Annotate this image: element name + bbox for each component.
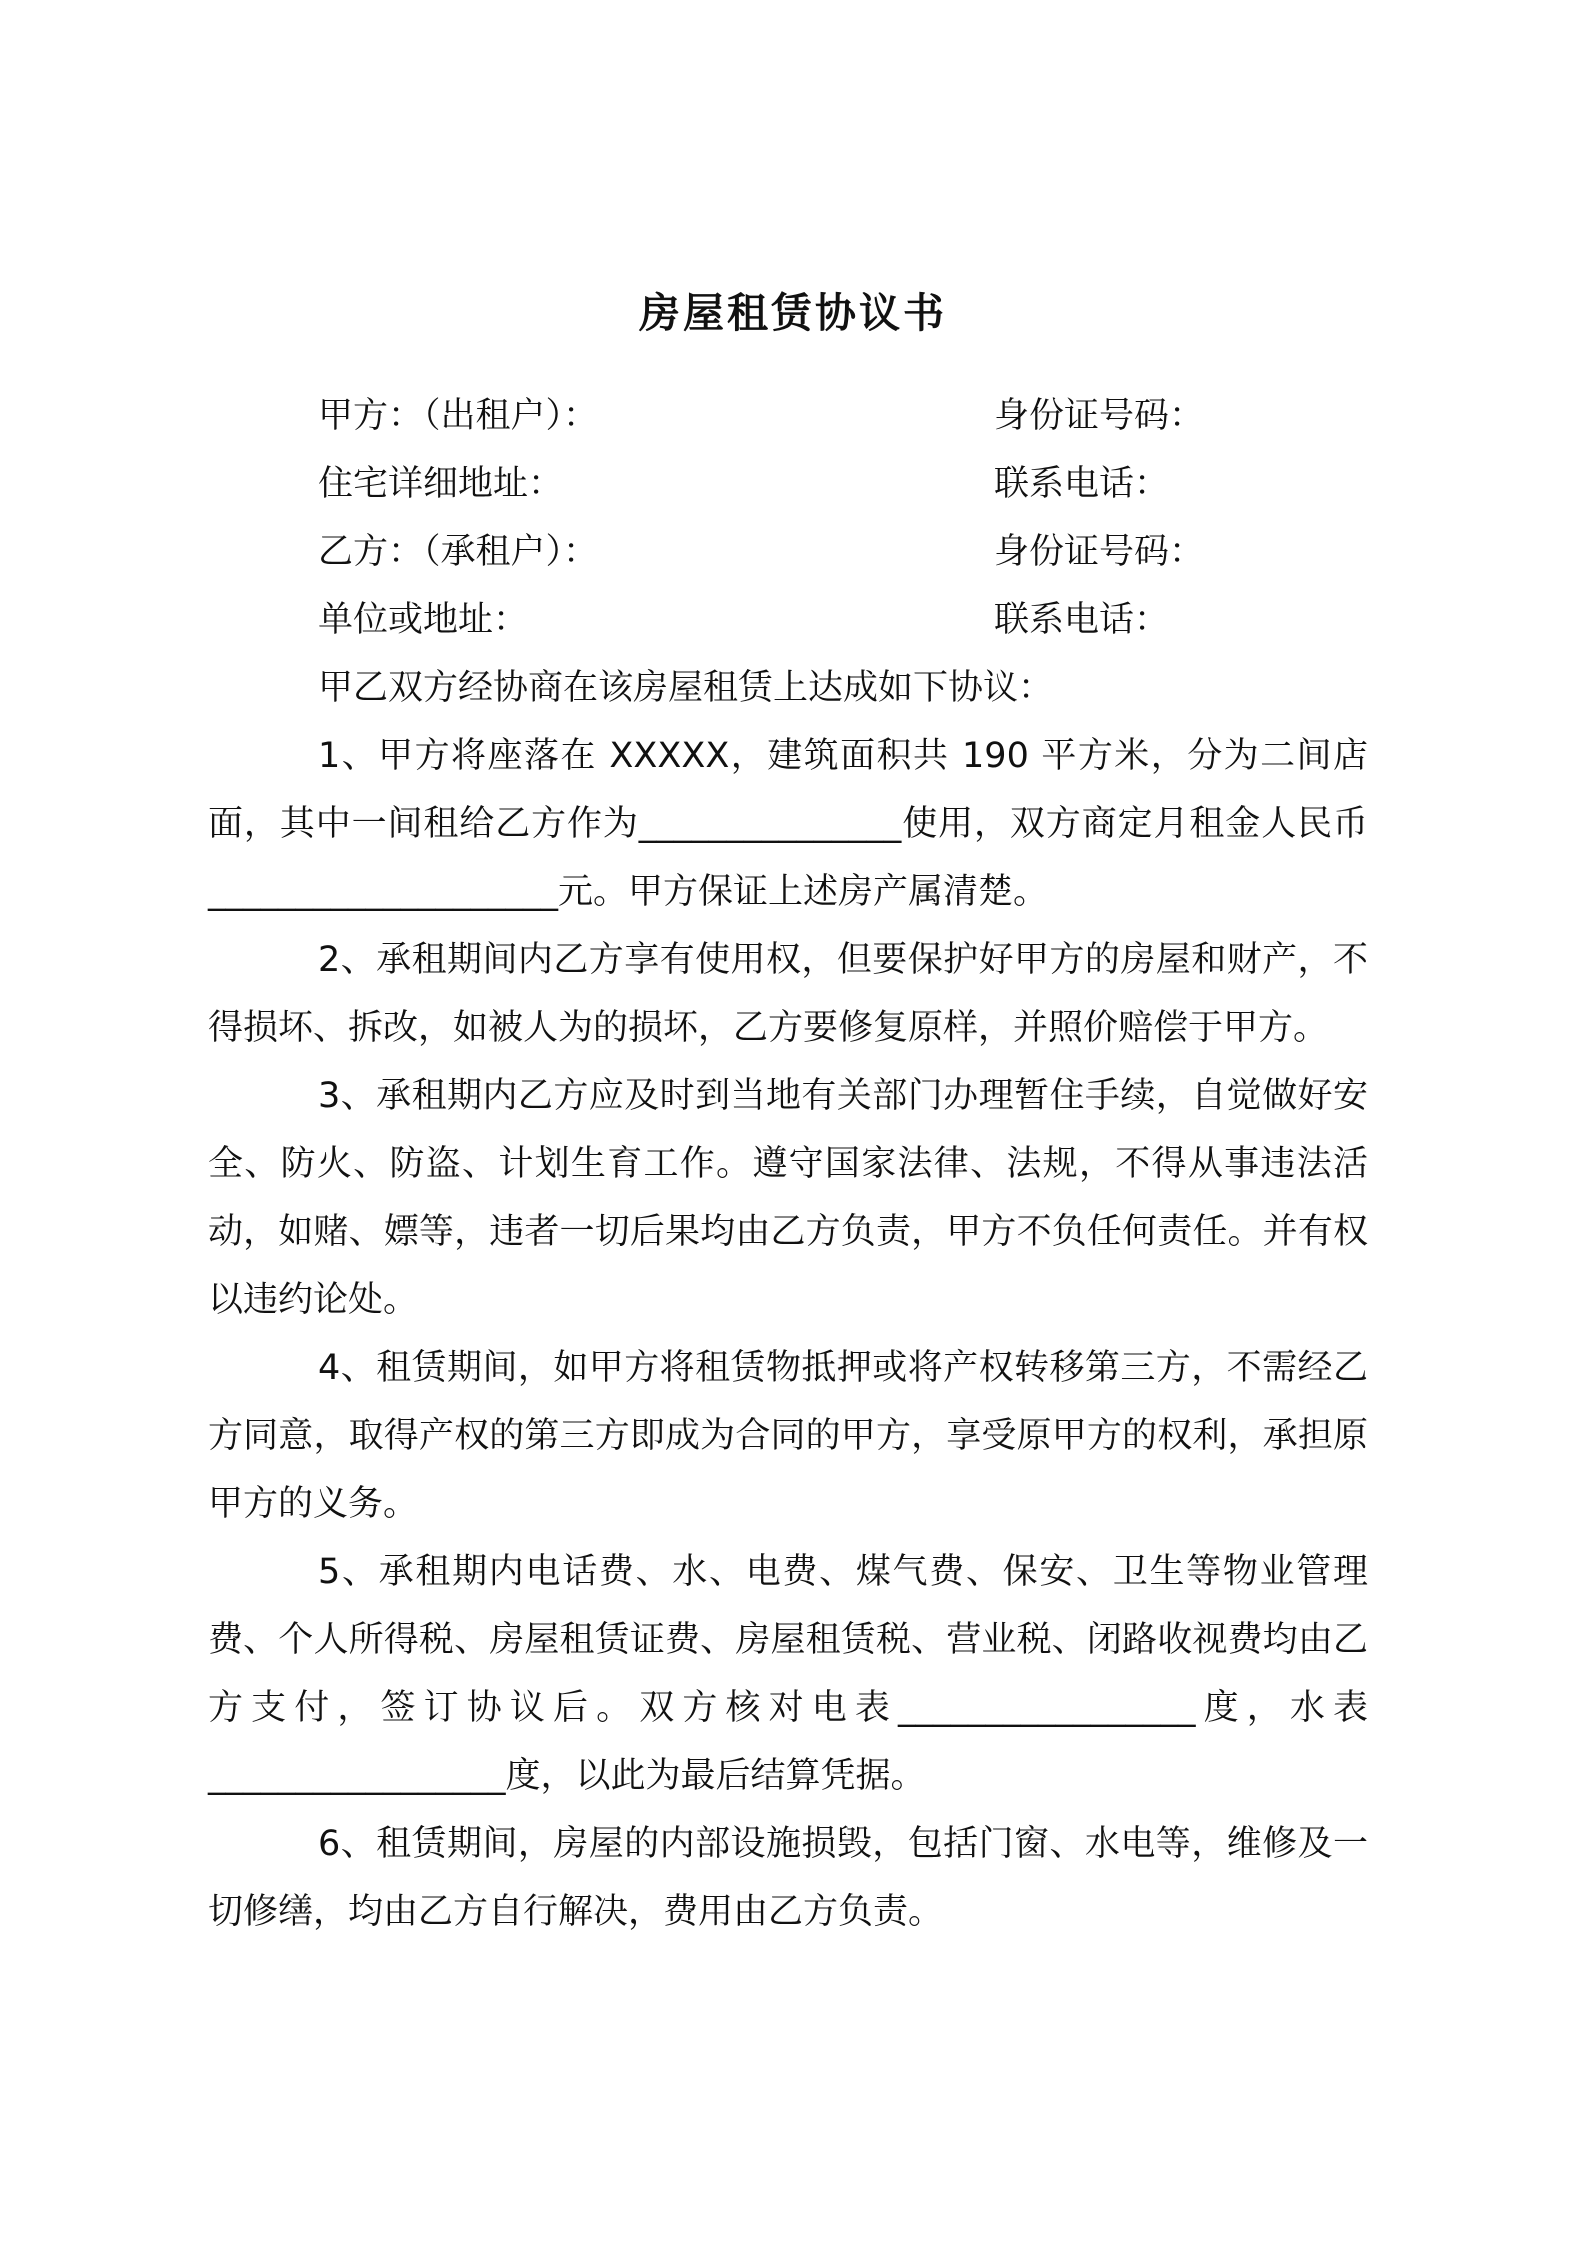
clause-4: 4、租赁期间，如甲方将租赁物抵押或将产权转移第三方，不需经乙方同意，取得产权的第三方即成为合同的甲方，享受原甲方的权利，承担原甲方的义务。	[208, 1348, 1368, 1524]
lessee-phone-label: 联系电话：	[994, 600, 1170, 640]
lessor-label: 甲方：（出租户）：	[318, 396, 599, 436]
lessee-label: 乙方：（承租户）：	[318, 532, 599, 572]
agreement-intro: 甲乙双方经协商在该房屋租赁上达成如下协议：	[318, 668, 1054, 708]
party-info-row	[318, 518, 1318, 586]
clause-6: 6、租赁期间，房屋的内部设施损毁，包括门窗、水电等，维修及一切修缮，均由乙方自行解决，费用由乙方负责。	[208, 1824, 1368, 1932]
clause-5: 5、承租期内电话费、水、电费、煤气费、保安、卫生等物业管理费、个人所得税、房屋租赁证费、房屋租赁税、营业税、闭路收视费均由乙方支付，签订协议后。双方核对电表_________________度，水表_________________度，以此为最后结算凭据。	[208, 1552, 1368, 1796]
lessor-id-label: 身份证号码：	[994, 396, 1205, 436]
party-info	[318, 382, 1318, 654]
clause-1: 1、甲方将座落在 XXXXX，建筑面积共 190 平方米，分为二间店面，其中一间租给乙方作为_______________使用，双方商定月租金人民币____________________元。甲方保证上述房产属清楚。	[208, 736, 1368, 912]
lessor-address-label: 住宅详细地址：	[318, 464, 564, 504]
clause-list	[208, 722, 1368, 1946]
lessor-phone-label: 联系电话：	[994, 464, 1170, 504]
lessee-id-label: 身份证号码：	[994, 532, 1205, 572]
clause-2: 2、承租期间内乙方享有使用权，但要保护好甲方的房屋和财产，不得损坏、拆改，如被人为的损坏，乙方要修复原样，并照价赔偿于甲方。	[208, 940, 1368, 1048]
document-title: 房屋租赁协议书	[639, 289, 947, 337]
party-info-row	[318, 382, 1318, 450]
clause-3: 3、承租期内乙方应及时到当地有关部门办理暂住手续，自觉做好安全、防火、防盗、计划生育工作。遵守国家法律、法规，不得从事违法活动，如赌、嫖等，违者一切后果均由乙方负责，甲方不负任何责任。并有权以违约论处。	[208, 1076, 1368, 1320]
party-info-row	[318, 450, 1318, 518]
party-info-row	[318, 586, 1318, 654]
lessee-address-label: 单位或地址：	[318, 600, 529, 640]
